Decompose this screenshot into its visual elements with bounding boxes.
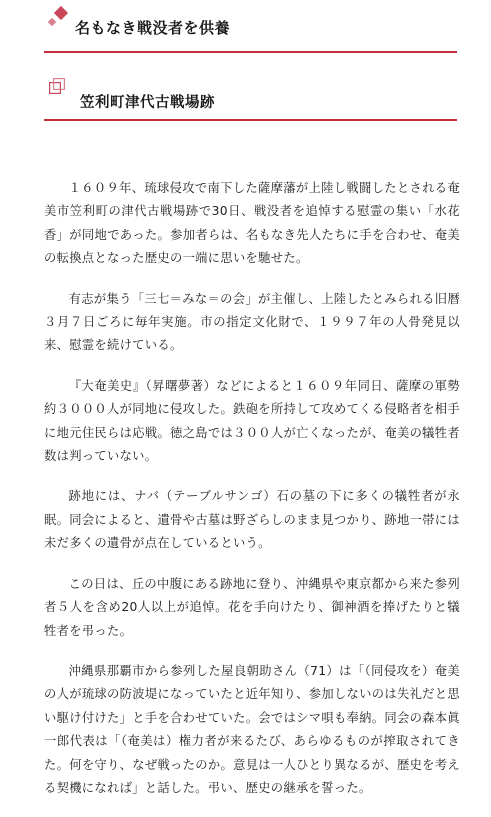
- subhead-title: 笠利町津代古戦場跡: [80, 95, 215, 111]
- article-paragraph: この日は、丘の中腹にある跡地に登り、沖縄県や東京都から来た参列者５人を含め20人以上が追悼。花を手向けたり、御神酒を捧げたりと犠牲者を弔った。: [44, 576, 460, 638]
- article-body: [44, 177, 460, 817]
- diamond-icon: [54, 6, 68, 20]
- overlapping-squares-icon: [49, 78, 65, 94]
- article-paragraph: １６０９年、琉球侵攻で南下した薩摩藩が上陸し戦闘したとされる奄美市笠利町の津代古戦場跡で30日、戦没者を追悼する慰霊の集い「水花香」が同地であった。参加者らは、名もなき先人たちに手を合わせ、奄美の転換点となった歴史の一端に思いを馳せた。: [44, 181, 460, 266]
- headline-title: 名もなき戦没者を供養: [75, 19, 231, 37]
- headline: [44, 0, 457, 53]
- article-paragraph: 跡地には、ナバ（テーブルサンゴ）石の墓の下に多くの犠牲者が永眠。同会によると、遺骨や古墓は野ざらしのまま見つかり、跡地一帯には未だ多くの遺骨が点在しているという。: [44, 489, 460, 551]
- article-paragraph: 沖縄県那覇市から参列した屋良朝助さん（71）は「（同侵攻を）奄美の人が琉球の防波堤になっていたと近年知り、参加しないのは失礼だと思い駆け付けた」と手を合わせていた。会ではシマ唄も奉納。同会の森本眞一郎代表は「（奄美は）権力者が来るたび、あらゆるものが搾取されてきた。何を守り、なぜ戦ったのか。意見は一人ひとり異なるが、歴史を考える契機になれば」と話した。弔い、歴史の継承を誓った。: [44, 663, 460, 795]
- article-paragraph: 『大奄美史』（昇曙夢著）などによると１６０９年同日、薩摩の軍勢約３０００人が同地に侵攻した。鉄砲を所持して攻めてくる侵略者を相手に地元住民らは応戦。徳之島では３００人が亡くなったが、奄美の犠牲者数は判っていない。: [44, 378, 460, 464]
- subhead-divider: [44, 119, 457, 121]
- diamond-small-icon: [48, 18, 56, 26]
- article-paragraph: 有志が集う「三七＝みな＝の会」が主催し、上陸したとみられる旧暦３月７日ごろに毎年実施。市の指定文化財で、１９９７年の人骨発見以来、慰霊を続けている。: [44, 291, 460, 353]
- subhead: [44, 70, 457, 122]
- headline-divider: [44, 51, 457, 53]
